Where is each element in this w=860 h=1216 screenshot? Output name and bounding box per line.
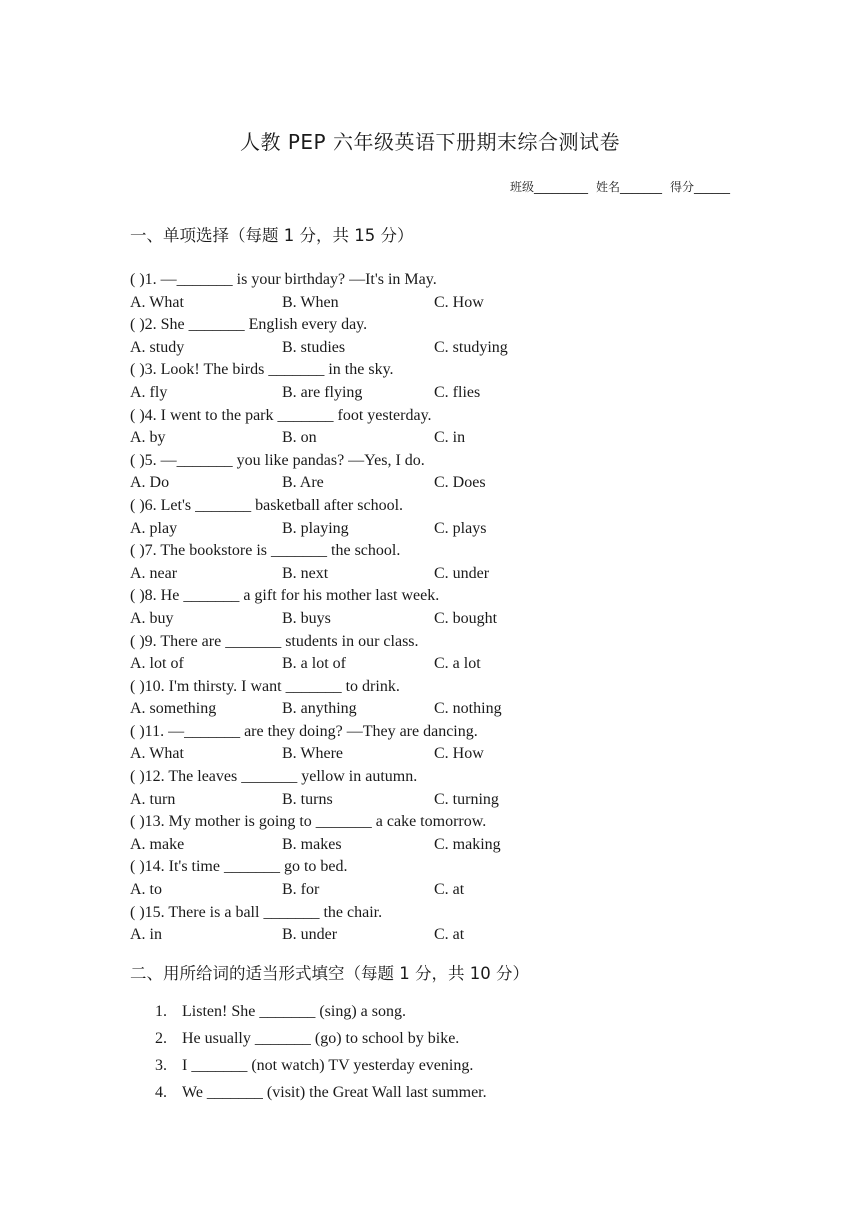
option-b: B. When: [282, 293, 339, 311]
question-stem: ( )12. The leaves _______ yellow in autumn.: [130, 768, 418, 786]
question-options: [130, 427, 730, 450]
question-stem: ( )8. He _______ a gift for his mother last week.: [130, 587, 440, 605]
fill-item-text: I _______ (not watch) TV yesterday evening.: [182, 1057, 474, 1074]
option-b: B. playing: [282, 519, 349, 537]
question-stem: ( )1. —_______ is your birthday? —It's in May.: [130, 271, 437, 288]
option-c: C. at: [434, 881, 465, 899]
question-options: [130, 789, 730, 812]
option-b: B. studies: [282, 338, 346, 356]
option-b: B. next: [282, 564, 329, 582]
option-b: B. Are: [282, 474, 324, 492]
option-c: C. nothing: [434, 700, 502, 718]
question-options: [130, 472, 730, 495]
fill-item: [155, 1079, 487, 1106]
score-field: [670, 178, 730, 195]
option-c: C. turning: [434, 790, 499, 808]
section2-heading: 二、用所给词的适当形式填空（每题 1 分，共 10 分）: [130, 964, 529, 983]
option-c: C. studying: [434, 338, 508, 356]
name-label: 姓名: [595, 180, 620, 194]
option-c: C. bought: [434, 609, 498, 627]
fill-item-number: 3.: [155, 1057, 167, 1074]
fill-item-number: 2.: [155, 1030, 167, 1047]
question-options: [130, 563, 730, 586]
fill-item-text: We _______ (visit) the Great Wall last summer.: [182, 1084, 487, 1101]
question-options: [130, 879, 730, 902]
question-options: [130, 743, 730, 766]
option-c: C. making: [434, 835, 501, 853]
option-a: A. buy: [130, 609, 174, 627]
question-stem: ( )3. Look! The birds _______ in the sky.: [130, 361, 394, 379]
option-c: C. How: [434, 745, 484, 763]
option-b: B. under: [282, 926, 338, 944]
question-stem: ( )11. —_______ are they doing? —They are dancing.: [130, 722, 478, 740]
class-blank: _________: [533, 180, 588, 194]
question-stem: ( )14. It's time _______ go to bed.: [130, 858, 348, 876]
option-c: C. How: [434, 293, 484, 311]
section1-heading: 一、单项选择（每题 1 分，共 15 分）: [130, 226, 414, 245]
name-field: [596, 178, 662, 195]
option-b: B. buys: [282, 609, 331, 627]
option-c: C. at: [434, 926, 465, 944]
option-b: B. makes: [282, 835, 342, 853]
option-a: A. lot of: [130, 655, 184, 673]
option-c: C. plays: [434, 519, 487, 537]
option-c: C. flies: [434, 383, 481, 401]
score-label: 得分: [669, 180, 694, 194]
option-a: A. near: [130, 564, 178, 582]
option-a: A. make: [130, 835, 185, 853]
question-options: [130, 924, 730, 947]
question-options: [130, 608, 730, 631]
fill-item-text: He usually _______ (go) to school by bike.: [182, 1030, 460, 1047]
option-a: A. What: [130, 745, 184, 763]
option-b: B. anything: [282, 700, 357, 718]
question-stem: ( )4. I went to the park _______ foot yesterday.: [130, 406, 432, 424]
question-stem: ( )5. —_______ you like pandas? —Yes, I do.: [130, 451, 425, 469]
question-stem: ( )10. I'm thirsty. I want _______ to drink.: [130, 677, 400, 695]
name-blank: _______: [619, 180, 662, 194]
question-stem: ( )9. There are _______ students in our class.: [130, 632, 419, 650]
option-a: A. by: [130, 429, 166, 447]
student-info-row: [510, 178, 730, 195]
fill-item-number: 4.: [155, 1084, 167, 1101]
option-a: A. What: [130, 293, 184, 311]
option-b: B. for: [282, 881, 320, 899]
score-blank: ______: [694, 180, 730, 194]
class-field: [510, 178, 588, 195]
option-a: A. play: [130, 519, 178, 537]
question-stem: ( )6. Let's _______ basketball after school.: [130, 496, 404, 514]
question-options: [130, 834, 730, 857]
option-c: C. in: [434, 429, 466, 447]
option-c: C. Does: [434, 474, 486, 492]
option-b: B. turns: [282, 790, 333, 808]
option-c: C. under: [434, 564, 490, 582]
option-b: B. a lot of: [282, 655, 346, 673]
fill-item: [155, 1025, 487, 1052]
question-options: [130, 292, 730, 315]
option-b: B. on: [282, 429, 317, 447]
option-a: A. fly: [130, 383, 168, 401]
question-options: [130, 518, 730, 541]
option-a: A. to: [130, 881, 162, 899]
question-stem: ( )15. There is a ball _______ the chair.: [130, 903, 383, 921]
fill-item-number: 1.: [155, 1003, 167, 1020]
fill-in-list: [155, 998, 487, 1106]
multiple-choice-list: [130, 269, 730, 947]
option-a: A. something: [130, 700, 217, 718]
question-options: [130, 337, 730, 360]
option-c: C. a lot: [434, 655, 481, 673]
option-b: B. are flying: [282, 383, 363, 401]
question-options: [130, 698, 730, 721]
fill-item: [155, 1052, 487, 1079]
option-a: A. study: [130, 338, 185, 356]
question-stem: ( )7. The bookstore is _______ the school.: [130, 542, 401, 560]
option-a: A. turn: [130, 790, 176, 808]
fill-item: [155, 998, 487, 1025]
option-a: A. in: [130, 926, 162, 944]
question-stem: ( )2. She _______ English every day.: [130, 316, 368, 334]
fill-item-text: Listen! She _______ (sing) a song.: [182, 1003, 406, 1020]
question-stem: ( )13. My mother is going to _______ a cake tomorrow.: [130, 813, 487, 831]
option-b: B. Where: [282, 745, 344, 763]
question-options: [130, 382, 730, 405]
class-label: 班级: [509, 180, 534, 194]
question-options: [130, 653, 730, 676]
option-a: A. Do: [130, 474, 170, 492]
page-title: 人教 PEP 六年级英语下册期末综合测试卷: [240, 130, 620, 154]
